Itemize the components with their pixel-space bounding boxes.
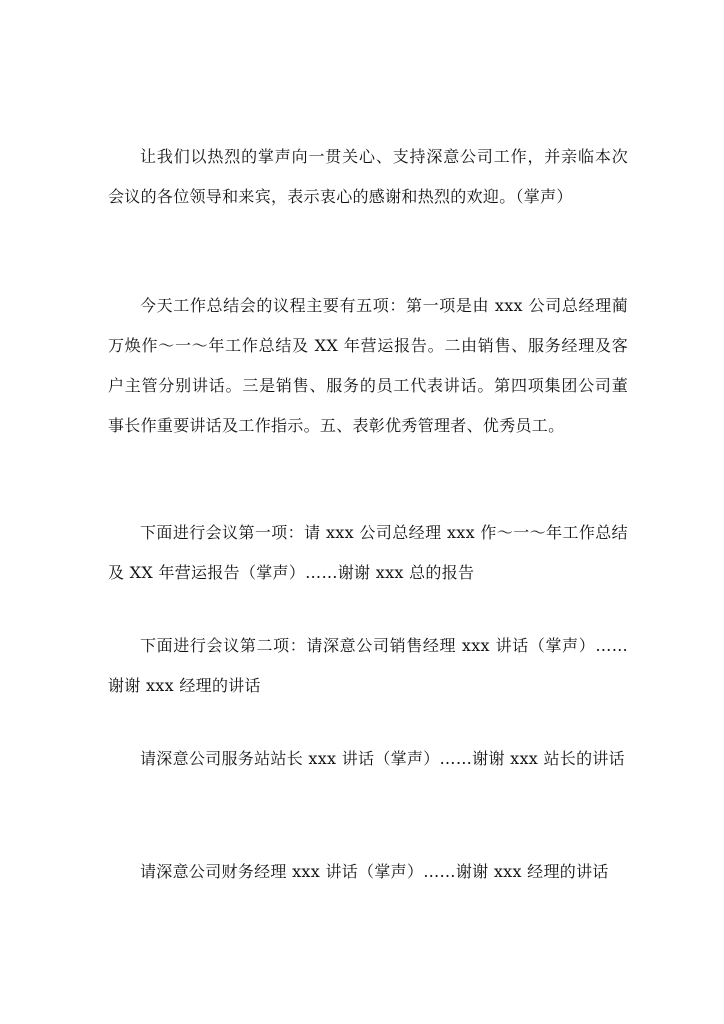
paragraph-welcome: 让我们以热烈的掌声向一贯关心、支持深意公司工作，并亲临本次会议的各位领导和来宾，表示衷心的感谢和热烈的欢迎。（掌声） [108,147,628,206]
paragraph-agenda: 今天工作总结会的议程主要有五项：第一项是由 xxx 公司总经理蔺万焕作～一～年工作总结及 XX 年营运报告。二由销售、服务经理及客户主管分别讲话。三是销售、服务的员工代表讲话。第四项集团公司董事长作重要讲话及工作指示。五、表彰优秀管理者、优秀员工。 [108,296,628,435]
paragraph-finance: 请深意公司财务经理 xxx 讲话（掌声）……谢谢 xxx 经理的讲话 [140,862,609,881]
paragraph-service-station: 请深意公司服务站站长 xxx 讲话（掌声）……谢谢 xxx 站长的讲话 [140,749,625,768]
paragraph-item-one: 下面进行会议第一项：请 xxx 公司总经理 xxx 作～一～年工作总结及 XX 年营运报告（掌声）……谢谢 xxx 总的报告 [108,523,628,582]
paragraph-item-two: 下面进行会议第二项：请深意公司销售经理 xxx 讲话（掌声）……谢谢 xxx 经理的讲话 [108,636,628,695]
